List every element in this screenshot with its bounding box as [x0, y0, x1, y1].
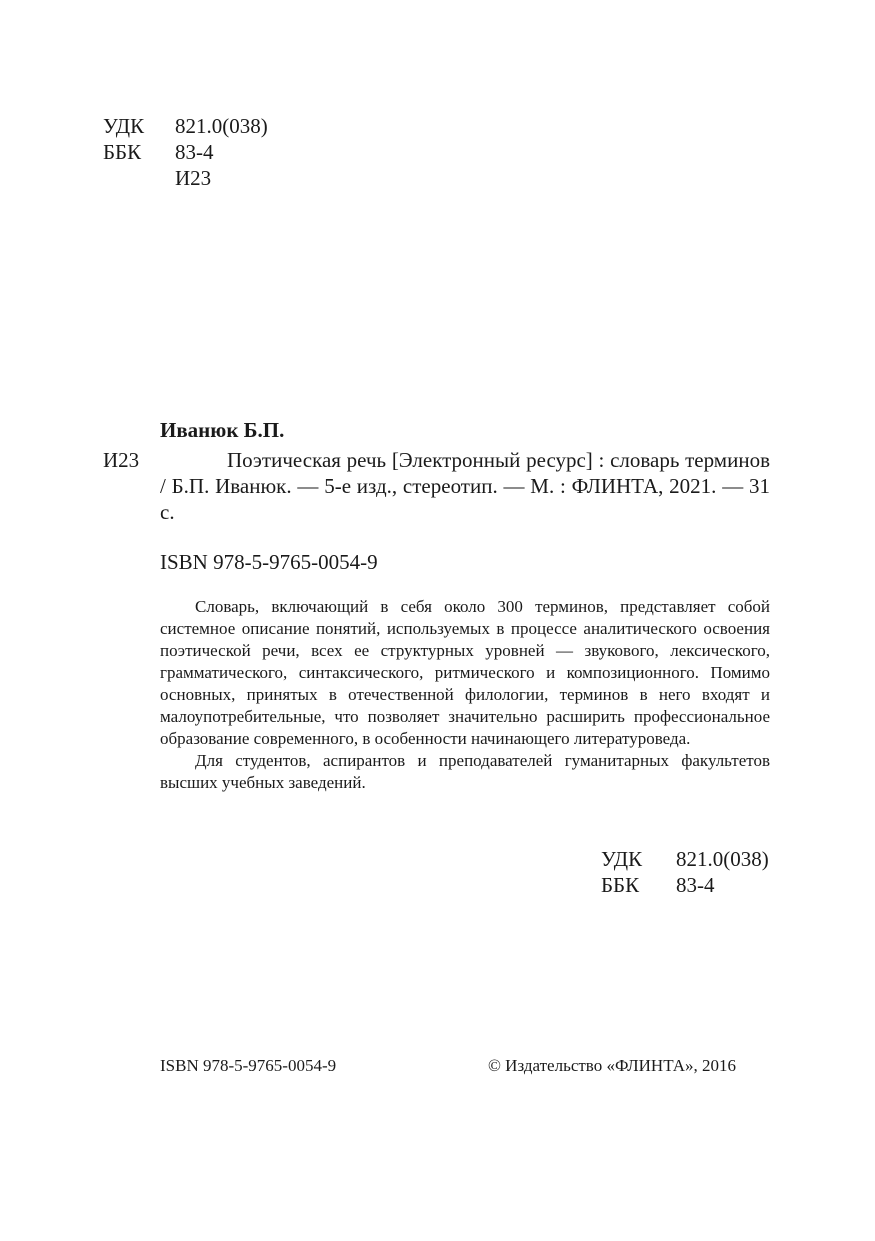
author-mark-top: И23 [175, 166, 212, 190]
footer-isbn: ISBN 978-5-9765-0054-9 [160, 1056, 337, 1075]
author-mark: И23 [103, 448, 140, 472]
description-text: Поэтическая речь [Электронный ресурс] : словарь терминов / Б.П. Иванюк. — 5-е изд., стереотип. — М. : ФЛИНТА, 2021. — 31 с. [160, 448, 770, 524]
bbk-value-bottom: 83-4 [676, 873, 715, 897]
udk-label-bottom: УДК [601, 847, 643, 871]
bbk-value: 83-4 [175, 140, 214, 164]
classification-block-top [103, 113, 268, 191]
bibliographic-description [160, 447, 770, 525]
abstract [160, 596, 770, 794]
udk-row-bottom [601, 846, 769, 872]
footer-copyright: © Издательство «ФЛИНТА», 2016 [488, 1056, 737, 1075]
author-mark-spacer [103, 165, 175, 191]
bbk-row [103, 139, 268, 165]
abstract-paragraph-2: Для студентов, аспирантов и преподавателей гуманитарных факультетов высших учебных заведений. [160, 751, 770, 792]
bbk-label: ББК [103, 140, 142, 164]
bbk-label-bottom: ББК [601, 873, 640, 897]
udk-row [103, 113, 268, 139]
udk-label: УДК [103, 114, 145, 138]
author-heading: Иванюк Б.П. [160, 418, 285, 442]
udk-value: 821.0(038) [175, 114, 268, 138]
udk-value-bottom: 821.0(038) [676, 847, 769, 871]
classification-block-bottom [601, 846, 769, 898]
author-mark-row [103, 165, 268, 191]
bbk-row-bottom [601, 872, 769, 898]
abstract-paragraph-1: Словарь, включающий в себя около 300 терминов, представляет собой системное описание понятий, используемых в процессе аналитического освоения поэтической речи, всех ее структурных уровней — звукового, лексического, грамматического, синтаксического, ритмического и композиционного. Помимо основных, принятых в отечественной филологии, терминов в него входят и малоупотребительные, что позволяет значительно расширить профессиональное образование современного, в особенности начинающего литературоведа. [160, 597, 770, 748]
isbn-main: ISBN 978-5-9765-0054-9 [160, 550, 378, 574]
